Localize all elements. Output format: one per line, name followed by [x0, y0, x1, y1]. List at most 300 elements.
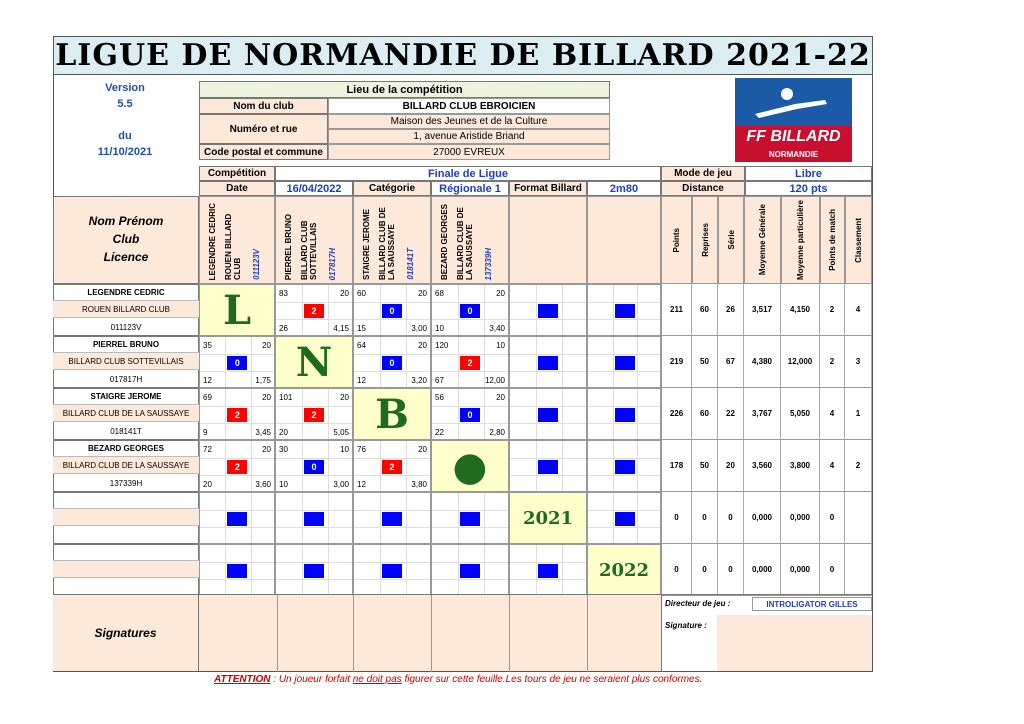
result-marker-wrap	[227, 460, 247, 474]
cell-gridline	[510, 302, 586, 303]
match-innings: 20	[279, 428, 288, 437]
cell-gridline	[380, 337, 381, 387]
stat-value: 0,000	[781, 492, 820, 544]
page-title: LIGUE DE NORMANDIE DE BILLARD 2021-22	[53, 36, 873, 75]
match-average: 5,05	[333, 428, 349, 437]
player-licence: 017817H	[109, 374, 143, 384]
stat-value: 4	[820, 440, 845, 492]
cp-label: Code postal et commune	[199, 144, 328, 160]
ffbillard-logo	[735, 78, 852, 162]
loss-marker	[538, 356, 558, 370]
stat-header-text: Reprises	[700, 223, 710, 257]
stat-value: 2	[820, 336, 845, 388]
diagonal-mark: L	[222, 286, 252, 334]
column-header-name-text: STAIGRE JEROME	[361, 209, 371, 280]
stat-value: 211	[661, 284, 692, 336]
loss-marker	[615, 512, 635, 526]
director-signature-box[interactable]	[717, 615, 872, 671]
player-licence	[53, 526, 199, 544]
result-marker-wrap	[615, 356, 635, 370]
match-innings: 20	[203, 480, 212, 489]
cell-gridline	[276, 458, 352, 459]
cell-gridline	[302, 493, 303, 543]
result-marker-wrap	[304, 408, 324, 422]
cell-gridline	[380, 285, 381, 335]
loss-marker: 0	[460, 408, 480, 422]
cell-gridline	[613, 337, 614, 387]
match-distance: 20	[262, 341, 271, 350]
mode-value: Libre	[745, 166, 872, 181]
match-cell[interactable]	[587, 388, 661, 440]
stat-header	[661, 196, 692, 284]
match-cell[interactable]	[275, 544, 353, 596]
player-licence: 137339H	[109, 478, 143, 488]
cell-gridline	[588, 354, 660, 355]
column-header-lic-text: 137339H	[483, 247, 493, 280]
match-average: 1,75	[255, 376, 271, 385]
stat-value: 0	[718, 544, 744, 596]
result-marker-wrap	[460, 564, 480, 578]
stat-header	[781, 196, 820, 284]
version-label: Version	[105, 82, 145, 94]
mode-label: Mode de jeu	[661, 166, 745, 181]
player-club	[53, 561, 199, 578]
match-distance: 20	[418, 445, 427, 454]
stat-value: 3	[845, 336, 872, 388]
rue-line-1: Maison des Jeunes et de la Culture	[328, 114, 610, 129]
match-distance: 20	[418, 289, 427, 298]
cell-gridline	[225, 545, 226, 595]
version-date: 11/10/2021	[97, 146, 153, 158]
match-average: 3,00	[411, 324, 427, 333]
result-marker-wrap	[615, 304, 635, 318]
cell-gridline	[510, 562, 586, 563]
match-cell	[199, 284, 275, 336]
cell-gridline	[328, 545, 329, 595]
cell-gridline	[484, 285, 485, 335]
cell-gridline	[432, 319, 508, 320]
stat-value: 219	[661, 336, 692, 388]
match-cell[interactable]	[431, 388, 509, 440]
cell-gridline	[613, 441, 614, 491]
cell-gridline	[432, 510, 508, 511]
stat-value: 0	[718, 492, 744, 544]
match-cell	[509, 492, 587, 544]
cell-gridline	[380, 441, 381, 491]
match-points: 83	[279, 289, 288, 298]
stat-value: 67	[718, 336, 744, 388]
cell-gridline	[251, 389, 252, 439]
match-cell[interactable]	[275, 388, 353, 440]
match-innings: 26	[279, 324, 288, 333]
result-marker-wrap	[382, 564, 402, 578]
cell-gridline	[406, 285, 407, 335]
stat-value: 12,000	[781, 336, 820, 388]
loss-marker: 0	[460, 304, 480, 318]
cell-gridline	[276, 527, 352, 528]
cell-gridline	[588, 302, 660, 303]
stat-header	[718, 196, 744, 284]
match-cell[interactable]	[353, 544, 431, 596]
result-marker-wrap	[382, 512, 402, 526]
stat-value: 3,800	[781, 440, 820, 492]
cell-gridline	[354, 458, 430, 459]
cell-gridline	[354, 354, 430, 355]
stat-value: 4	[820, 388, 845, 440]
loss-marker	[304, 564, 324, 578]
stat-value: 2	[845, 440, 872, 492]
match-cell[interactable]	[587, 440, 661, 492]
stat-header	[845, 196, 872, 284]
cell-gridline	[380, 545, 381, 595]
loss-marker: 0	[227, 356, 247, 370]
match-cell[interactable]	[431, 492, 509, 544]
match-cell[interactable]	[353, 492, 431, 544]
result-marker-wrap	[615, 408, 635, 422]
result-marker-wrap	[615, 460, 635, 474]
match-cell[interactable]	[199, 336, 275, 388]
match-average: 3,80	[411, 480, 427, 489]
match-cell	[587, 544, 661, 596]
stat-value: 5,050	[781, 388, 820, 440]
player-name	[53, 544, 199, 561]
cell-gridline	[302, 545, 303, 595]
cell-gridline	[536, 285, 537, 335]
result-marker-wrap	[382, 460, 402, 474]
cell-gridline	[406, 493, 407, 543]
stat-value: 3,767	[744, 388, 781, 440]
column-header	[509, 196, 587, 284]
cell-gridline	[276, 319, 352, 320]
signature-area[interactable]	[199, 594, 661, 671]
cell-gridline	[276, 423, 352, 424]
stat-header-text: Classement	[854, 217, 863, 263]
loss-marker	[460, 512, 480, 526]
result-marker-wrap	[538, 564, 558, 578]
cell-gridline	[637, 389, 638, 439]
player-club: BILLARD CLUB DE LA SAUSSAYE	[53, 457, 199, 474]
cell-gridline	[200, 458, 274, 459]
format-label: Format Billard	[509, 181, 587, 196]
match-cell[interactable]	[199, 544, 275, 596]
win-marker: 2	[227, 408, 247, 422]
stat-value: 0	[820, 492, 845, 544]
match-innings: 10	[435, 324, 444, 333]
diagonal-mark: 2022	[598, 559, 650, 581]
cell-gridline	[536, 441, 537, 491]
column-header-club	[299, 200, 321, 280]
cell-gridline	[484, 389, 485, 439]
match-cell[interactable]	[431, 284, 509, 336]
column-header-name-text: BEZARD GEORGES	[439, 203, 449, 280]
loss-marker	[382, 512, 402, 526]
match-cell[interactable]	[199, 440, 275, 492]
match-points: 69	[203, 393, 212, 402]
player-club: BILLARD CLUB DE LA SAUSSAYE	[53, 405, 199, 422]
match-cell	[353, 388, 431, 440]
column-header-lic-text: 018141T	[405, 248, 415, 280]
stat-value: 0,000	[744, 544, 781, 596]
column-header-club-text: BILLARD CLUB DE LA SAUSSAYE	[378, 207, 396, 280]
stat-value: 3,560	[744, 440, 781, 492]
cell-gridline	[200, 562, 274, 563]
cell-gridline	[225, 337, 226, 387]
match-cell[interactable]	[199, 492, 275, 544]
stat-header-text: Points de match	[828, 209, 837, 271]
cell-gridline	[458, 285, 459, 335]
column-header-lic-text: 011123V	[251, 249, 261, 280]
stat-value: 0,000	[781, 544, 820, 596]
match-points: 68	[435, 289, 444, 298]
stat-value: 226	[661, 388, 692, 440]
comp-value: Finale de Ligue	[275, 166, 661, 181]
stat-header-text: Série	[726, 230, 736, 250]
logo-brand: FF BILLARD	[746, 128, 841, 145]
loss-marker	[615, 356, 635, 370]
match-cell[interactable]	[353, 284, 431, 336]
result-marker-wrap	[615, 512, 635, 526]
match-cell[interactable]	[509, 388, 587, 440]
lieu-header: Lieu de la compétition	[199, 81, 610, 98]
column-header-club	[377, 200, 399, 280]
result-marker-wrap	[538, 408, 558, 422]
win-marker: 2	[227, 460, 247, 474]
cell-gridline	[354, 562, 430, 563]
stat-value: 0	[661, 544, 692, 596]
cell-gridline	[276, 406, 352, 407]
cell-gridline	[588, 423, 660, 424]
version-number: 5.5	[117, 98, 133, 110]
loss-marker: 0	[304, 460, 324, 474]
player-club: ROUEN BILLARD CLUB	[53, 301, 199, 318]
match-points: 72	[203, 445, 212, 454]
win-marker: 2	[382, 460, 402, 474]
win-marker: 2	[304, 304, 324, 318]
match-cell[interactable]	[509, 284, 587, 336]
cell-gridline	[562, 337, 563, 387]
cell-gridline	[354, 510, 430, 511]
loss-marker	[615, 304, 635, 318]
stat-value: 60	[692, 388, 718, 440]
match-distance: 20	[496, 393, 505, 402]
column-header-lic	[399, 200, 421, 280]
loss-marker	[538, 408, 558, 422]
cell-gridline	[510, 371, 586, 372]
result-marker-wrap	[304, 564, 324, 578]
player-licence: 018141T	[110, 426, 142, 436]
stat-value: 20	[718, 440, 744, 492]
cell-gridline	[200, 475, 274, 476]
result-marker-wrap	[538, 304, 558, 318]
cell-gridline	[458, 545, 459, 595]
cell-gridline	[484, 545, 485, 595]
cell-gridline	[432, 423, 508, 424]
dist-label: Distance	[661, 181, 745, 196]
match-cell[interactable]	[199, 388, 275, 440]
match-distance: 10	[496, 341, 505, 350]
cell-gridline	[637, 493, 638, 543]
cell-gridline	[200, 510, 274, 511]
match-cell[interactable]	[509, 336, 587, 388]
match-cell[interactable]	[509, 544, 587, 596]
cp-value: 27000 EVREUX	[328, 144, 610, 160]
cell-gridline	[637, 441, 638, 491]
column-header-name	[201, 200, 223, 280]
loss-marker	[615, 408, 635, 422]
match-points: 64	[357, 341, 366, 350]
result-marker-wrap	[227, 356, 247, 370]
loss-marker	[227, 512, 247, 526]
result-marker-wrap	[227, 408, 247, 422]
stat-value: 2	[820, 284, 845, 336]
loss-marker: 0	[382, 304, 402, 318]
player-club: BILLARD CLUB SOTTEVILLAIS	[53, 353, 199, 370]
match-cell[interactable]	[431, 336, 509, 388]
cell-gridline	[536, 545, 537, 595]
cell-gridline	[637, 285, 638, 335]
cell-gridline	[562, 545, 563, 595]
player-name	[53, 492, 199, 509]
stat-value: 178	[661, 440, 692, 492]
cell-gridline	[354, 319, 430, 320]
match-innings: 12	[357, 376, 366, 385]
match-cell[interactable]	[353, 336, 431, 388]
cell-gridline	[406, 337, 407, 387]
cell-gridline	[380, 493, 381, 543]
stat-value: 4,150	[781, 284, 820, 336]
result-marker-wrap	[460, 512, 480, 526]
stat-value: 4,380	[744, 336, 781, 388]
match-cell[interactable]	[587, 492, 661, 544]
column-header-club-text: ROUEN BILLARD CLUB	[224, 213, 242, 280]
diagonal-mark: 2021	[522, 507, 574, 529]
cell-gridline	[276, 579, 352, 580]
diagonal-mark: B	[375, 390, 409, 438]
match-points: 60	[357, 289, 366, 298]
stat-value	[845, 492, 872, 544]
stat-value: 1	[845, 388, 872, 440]
stat-value: 0	[661, 492, 692, 544]
match-points: 35	[203, 341, 212, 350]
warning-attention: ATTENTION	[214, 674, 271, 685]
dist-value: 120 pts	[745, 181, 872, 196]
match-distance: 10	[340, 445, 349, 454]
cell-gridline	[536, 337, 537, 387]
column-header-name	[433, 200, 455, 280]
match-cell[interactable]	[353, 440, 431, 492]
stat-value: 0	[692, 492, 718, 544]
club-value: BILLARD CLUB EBROICIEN	[328, 98, 610, 114]
cell-gridline	[432, 406, 508, 407]
cell-gridline	[432, 527, 508, 528]
match-innings: 12	[357, 480, 366, 489]
result-marker-wrap	[460, 408, 480, 422]
match-cell[interactable]	[587, 336, 661, 388]
cell-gridline	[432, 302, 508, 303]
cat-label: Catégorie	[353, 181, 431, 196]
match-distance: 20	[418, 341, 427, 350]
cell-gridline	[354, 371, 430, 372]
cell-gridline	[562, 285, 563, 335]
cell-gridline	[613, 493, 614, 543]
cell-gridline	[328, 285, 329, 335]
cell-gridline	[276, 475, 352, 476]
match-average: 4,15	[333, 324, 349, 333]
cell-gridline	[562, 389, 563, 439]
result-marker-wrap	[382, 304, 402, 318]
match-points: 101	[279, 393, 293, 402]
match-average: 3,20	[411, 376, 427, 385]
cell-gridline	[354, 302, 430, 303]
player-name: STAIGRE JEROME	[53, 388, 199, 405]
cell-gridline	[200, 371, 274, 372]
cell-gridline	[432, 579, 508, 580]
result-marker-wrap	[382, 356, 402, 370]
stat-header-text: Moyenne Générale	[758, 204, 767, 276]
warning-text-1: : Un joueur forfait	[270, 674, 353, 685]
result-marker-wrap	[304, 512, 324, 526]
stat-value: 26	[718, 284, 744, 336]
stat-header-text: Moyenne particulière	[796, 199, 805, 281]
cell-gridline	[588, 475, 660, 476]
match-points: 120	[435, 341, 449, 350]
stat-value: 0	[820, 544, 845, 596]
loss-marker	[460, 564, 480, 578]
stat-value: 0,000	[744, 492, 781, 544]
stat-header	[744, 196, 781, 284]
result-marker-wrap	[460, 304, 480, 318]
match-cell[interactable]	[275, 284, 353, 336]
match-cell[interactable]	[587, 284, 661, 336]
stat-value: 50	[692, 440, 718, 492]
version-du: du	[118, 130, 132, 142]
match-cell[interactable]	[275, 440, 353, 492]
match-distance: 20	[340, 289, 349, 298]
win-marker: 2	[304, 408, 324, 422]
cell-gridline	[510, 406, 586, 407]
warning-emphasis: ne doit pas	[352, 674, 402, 685]
cell-gridline	[510, 319, 586, 320]
cell-gridline	[200, 579, 274, 580]
warning-text-2: figurer sur cette feuille.Les tours de jeu ne seraient plus conformes.	[401, 674, 703, 685]
cell-gridline	[432, 371, 508, 372]
result-marker-wrap	[460, 356, 480, 370]
column-header-club	[223, 200, 245, 280]
director-block	[661, 594, 872, 671]
match-cell[interactable]	[509, 440, 587, 492]
club-label: Nom du club	[199, 98, 328, 114]
match-average: 3,00	[333, 480, 349, 489]
cell-gridline	[458, 389, 459, 439]
match-cell	[431, 440, 509, 492]
cell-gridline	[276, 510, 352, 511]
column-header-name-text: LEGENDRE CEDRIC	[207, 202, 217, 280]
column-header-name	[277, 200, 299, 280]
cell-gridline	[276, 562, 352, 563]
stat-value: 50	[692, 336, 718, 388]
match-average: 2,80	[489, 428, 505, 437]
cell-gridline	[406, 441, 407, 491]
date-value: 16/04/2022	[275, 181, 353, 196]
player-club	[53, 509, 199, 526]
match-cell[interactable]	[275, 492, 353, 544]
cell-gridline	[588, 371, 660, 372]
cell-gridline	[484, 493, 485, 543]
loss-marker	[538, 460, 558, 474]
match-cell[interactable]	[431, 544, 509, 596]
cell-gridline	[200, 354, 274, 355]
result-marker-wrap	[538, 356, 558, 370]
